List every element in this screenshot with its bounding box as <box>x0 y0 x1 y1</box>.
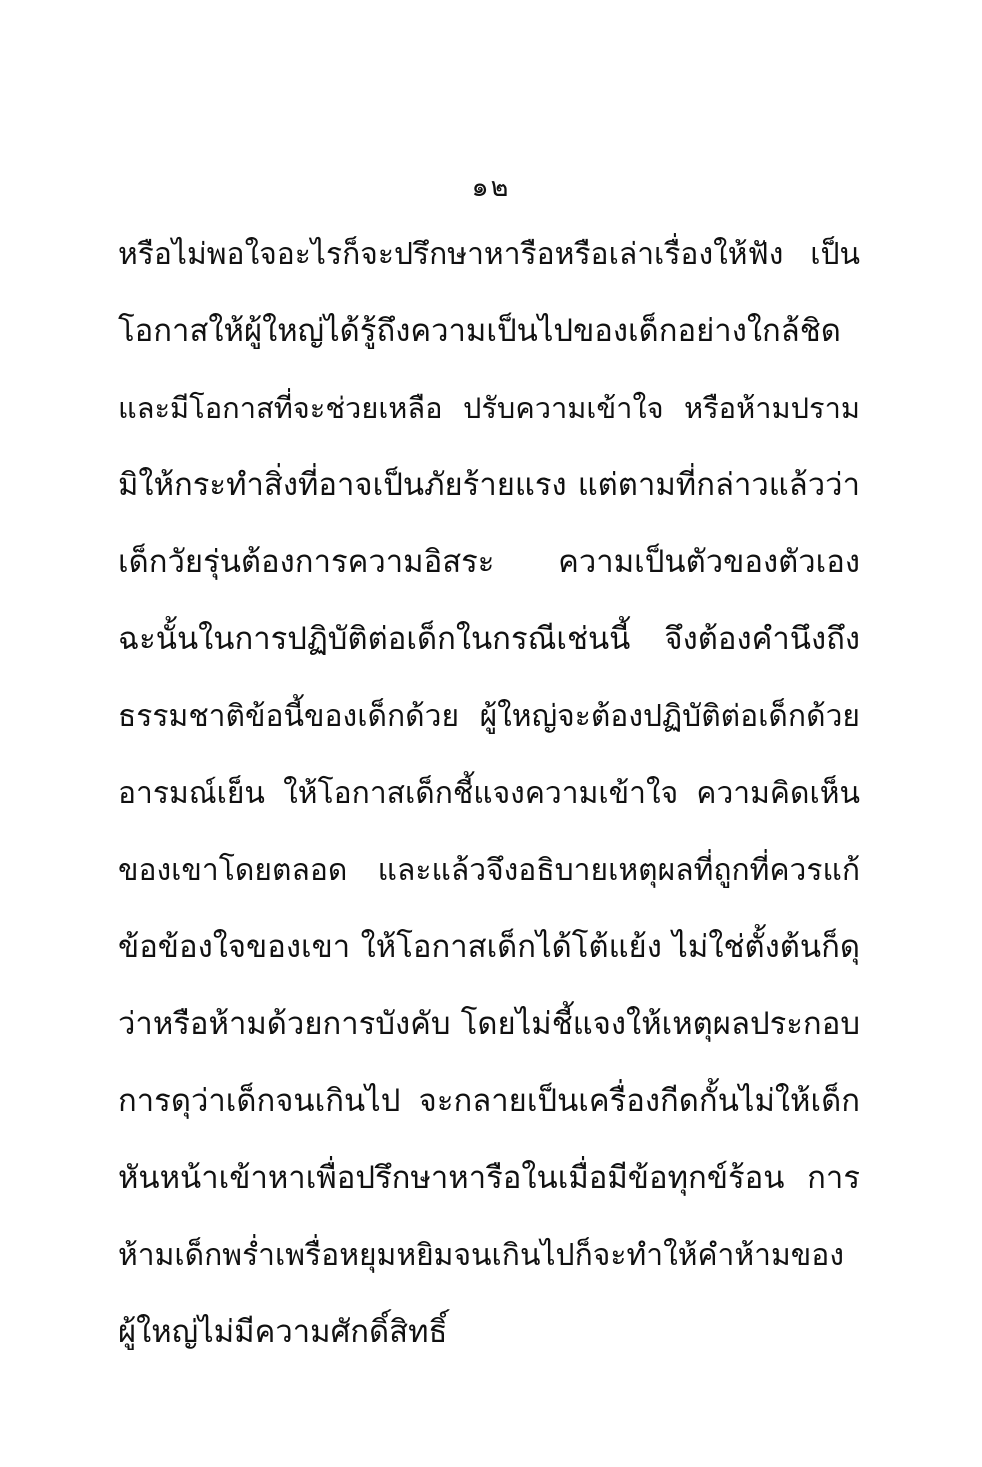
text-line-8: อารมณ์เย็น ให้โอกาสเด็กชี้แจงความเข้าใจ ความคิดเห็น <box>118 776 860 811</box>
text-line-15: ผู้ใหญ่ไม่มีความศักดิ์สิทธิ์ <box>118 1314 448 1350</box>
text-line-7: ธรรมชาติข้อนี้ของเด็กด้วย ผู้ใหญ่จะต้องปฏิบัติต่อเด็กด้วย <box>118 699 860 734</box>
text-line-3: และมีโอกาสที่จะช่วยเหลือ ปรับความเข้าใจ หรือห้ามปราม <box>118 391 860 425</box>
text-line-11: ว่าหรือห้ามด้วยการบังคับ โดยไม่ชี้แจงให้เหตุผลประกอบ <box>118 1006 860 1042</box>
text-line-9: ของเขาโดยตลอด และแล้วจึงอธิบายเหตุผลที่ถูกที่ควรแก้ <box>118 853 860 888</box>
text-line-14: ห้ามเด็กพร่ำเพรื่อหยุมหยิมจนเกินไปก็จะทำให้คำห้ามของ <box>118 1238 844 1273</box>
text-line-13: หันหน้าเข้าหาเพื่อปรึกษาหารือในเมื่อมีข้อทุกข์ร้อน การ <box>118 1160 860 1196</box>
text-line-2: โอกาสให้ผู้ใหญ่ได้รู้ถึงความเป็นไปของเด็กอย่างใกล้ชิด <box>118 313 841 349</box>
text-line-1: หรือไม่พอใจอะไรก็จะปรึกษาหารือหรือเล่าเรื่องให้ฟัง เป็น <box>118 237 860 272</box>
body-text <box>118 216 860 1371</box>
text-line-5: เด็กวัยรุ่นต้องการความอิสระ ความเป็นตัวของตัวเอง <box>118 544 860 580</box>
text-line-10: ข้อข้องใจของเขา ให้โอกาสเด็กได้โต้แย้ง ไม่ใช่ตั้งต้นก็ดุ <box>118 929 860 965</box>
text-line-6: ฉะนั้นในการปฏิบัติต่อเด็กในกรณีเช่นนี้ จึงต้องคำนึงถึง <box>118 621 860 657</box>
page-number: ๑๒ <box>471 172 511 203</box>
text-line-4: มิให้กระทำสิ่งที่อาจเป็นภัยร้ายแรง แต่ตามที่กล่าวแล้วว่า <box>118 467 860 503</box>
text-line-12: การดุว่าเด็กจนเกินไป จะกลายเป็นเครื่องกีดกั้นไม่ให้เด็ก <box>118 1083 860 1119</box>
